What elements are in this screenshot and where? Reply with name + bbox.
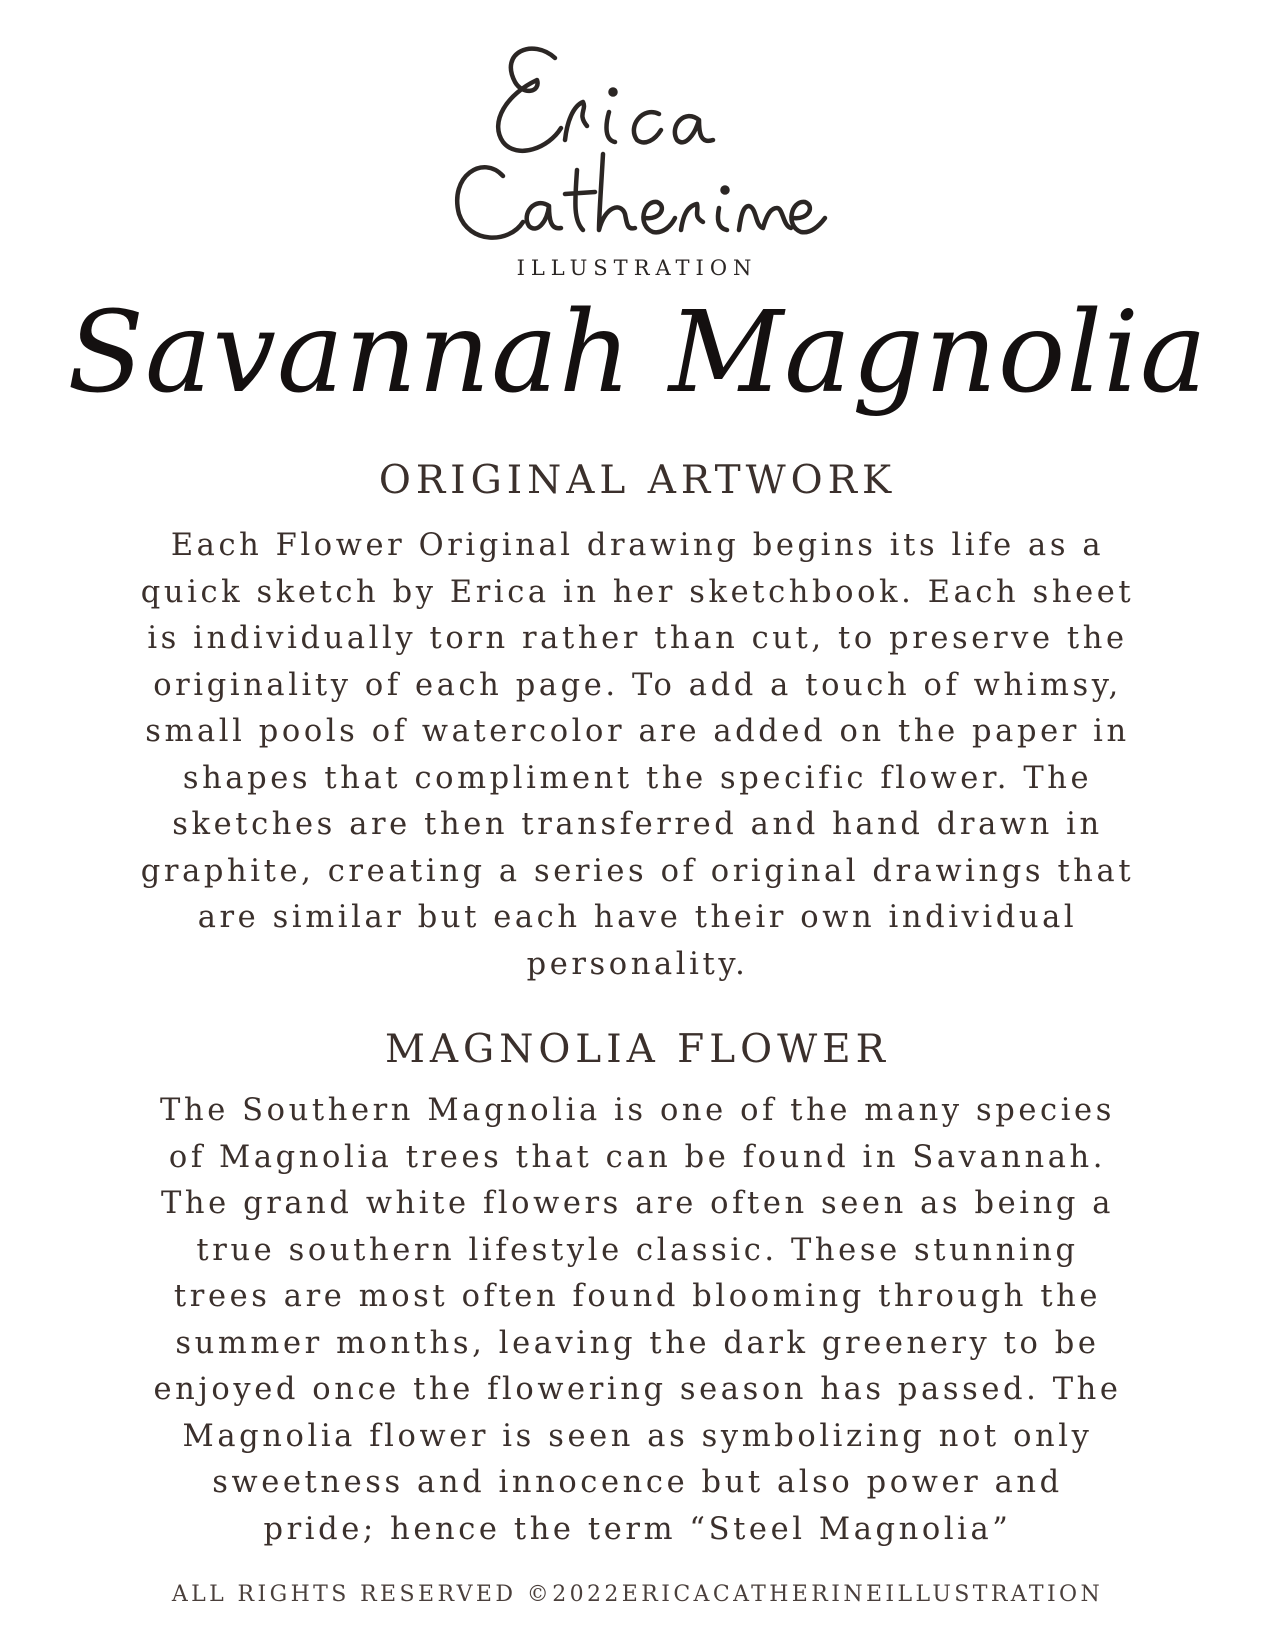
body-line: shapes that compliment the specific flower. The [182,760,1093,796]
body-line: sketches are then transferred and hand drawn in [172,807,1103,842]
body-line: personality. [526,946,749,982]
logo-subtitle: ILLUSTRATION [516,256,758,280]
section-body-magnolia-flower [60,1088,1215,1553]
body-line: Each Flower Original drawing begins its life as a [170,528,1105,563]
copyright-footer: ALL RIGHTS RESERVED ©2022ERICACATHERINEILLUSTRATION [171,1582,1104,1607]
body-line: originality of each page. To add a touch of whimsy, [153,667,1122,703]
script-signature-logo [437,30,837,290]
page-title: Savannah Magnolia [67,288,1208,418]
section-heading-magnolia-flower: MAGNOLIA FLOWER [384,1027,891,1072]
body-line: graphite, creating a series of original drawings that [140,853,1135,889]
body-line: are similar but each have their own individual [197,900,1078,935]
body-line: small pools of watercolor are added on the paper in [145,714,1130,749]
body-line: Magnolia flower is seen as symbolizing not only [182,1418,1093,1454]
brand-logo [437,30,837,290]
body-line: summer months, leaving the dark greenery to be [175,1325,1100,1361]
body-line: enjoyed once the flowering season has passed. The [153,1372,1122,1407]
body-line: of Magnolia trees that can be found in Savannah. [168,1139,1107,1175]
section-heading-original-artwork: ORIGINAL ARTWORK [378,458,897,503]
section-body-original-artwork [60,523,1215,988]
body-line: The grand white flowers are often seen as being a [160,1186,1115,1221]
body-line: sweetness and innocence but also power and [212,1465,1063,1500]
body-line: pride; hence the term “Steel Magnolia” [263,1511,1012,1547]
body-line: The Southern Magnolia is one of the many species [160,1093,1115,1128]
body-line: quick sketch by Erica in her sketchbook. Each sheet [140,574,1135,610]
body-line: true southern lifestyle classic. These stunning [196,1232,1079,1268]
body-line: is individually torn rather than cut, to preserve the [147,621,1128,656]
body-line: trees are most often found blooming through the [173,1279,1102,1314]
